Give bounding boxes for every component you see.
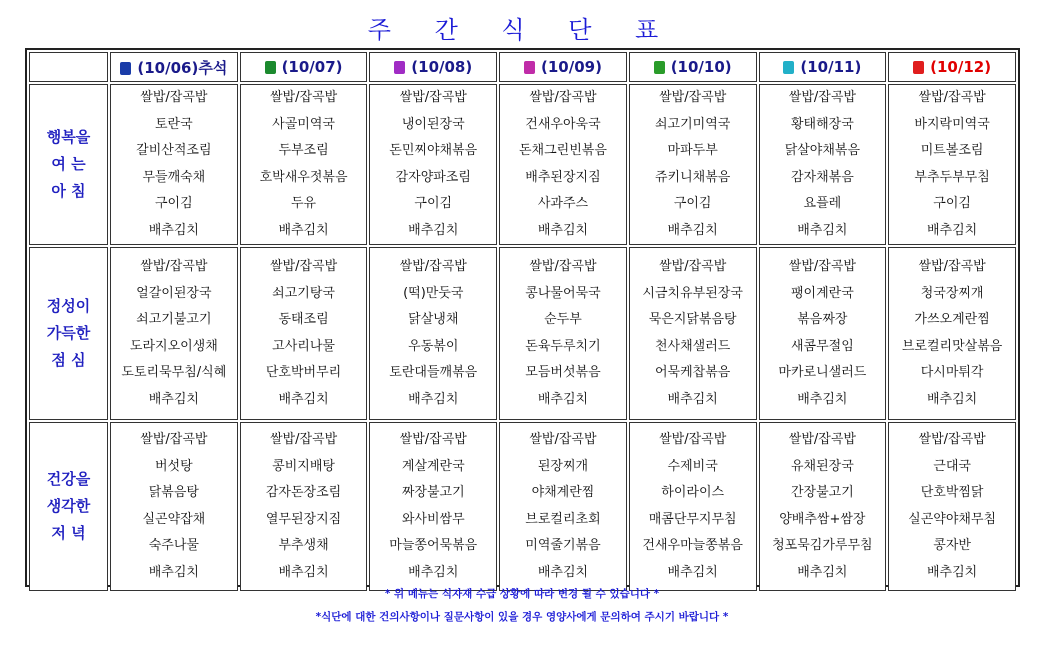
menu-item: 콩자반 [933,538,971,553]
day-header-label: (10/12) [930,58,992,76]
menu-item: 묵은지닭볶음탕 [648,312,737,327]
menu-item: 시금치유부된장국 [642,285,743,301]
menu-item: 쌀밥/잡곡밥 [140,432,208,447]
meal-label [29,84,108,245]
menu-cell [759,84,887,245]
day-header [499,52,627,82]
menu-item: 배추김치 [797,222,848,238]
menu-item: 쌀밥/잡곡밥 [788,432,856,447]
menu-cell [629,247,757,420]
menu-item: 배추김치 [148,564,199,580]
menu-item: 건새우아욱국 [525,116,601,132]
menu-item: 배추김치 [148,222,199,238]
meal-label-line: 아 침 [51,182,86,200]
menu-item: 간장불고기 [790,485,854,500]
menu-item: 닭볶음탕 [148,485,199,500]
meal-label-line: 행복을 [46,128,91,146]
menu-item: 콩나물어묵국 [525,285,601,301]
menu-item: 부추두부무침 [914,169,990,185]
menu-item: 쌀밥/잡곡밥 [659,90,727,105]
menu-item: 쌀밥/잡곡밥 [140,259,208,274]
menu-item: 쌀밥/잡곡밥 [529,259,597,274]
meal-label-line: 정성이 [46,297,91,315]
menu-item: 양배추쌈+쌈장 [779,511,866,527]
menu-item: 구이김 [155,196,193,211]
menu-cell [888,84,1016,245]
menu-item: 배추김치 [537,222,589,238]
menu-item: 배추김치 [278,391,329,407]
menu-item: 팽이계란국 [790,285,854,301]
menu-item: 배추김치 [278,222,329,238]
menu-item: 수제비국 [667,458,718,474]
menu-item: 황태해장국 [790,116,854,132]
leaf-icon [265,61,276,74]
day-header-label: (10/11) [800,58,862,76]
menu-item: 쌀밥/잡곡밥 [269,432,338,447]
menu-item: 토란대들깨볶음 [389,365,478,380]
menu-item: 순두부 [544,312,582,327]
menu-item: 청국장찌개 [920,285,984,301]
menu-item: 계살계란국 [401,458,465,474]
menu-item: 냉이된장국 [401,116,465,132]
day-header [110,52,238,82]
menu-item: 쌀밥/잡곡밥 [659,259,727,274]
day-header-label: (10/09) [540,58,602,76]
day-header-label: (10/08) [411,58,473,76]
meal-label-line: 저 녁 [51,524,86,542]
menu-cell [499,84,627,245]
flag-icon [120,62,131,75]
menu-item: 쌀밥/잡곡밥 [399,432,467,447]
menu-item: 단호박버무리 [265,365,342,380]
menu-item: 와사비쌈무 [401,511,465,527]
menu-item: 브로컬리맛살볶음 [901,338,1003,354]
menu-item: 돈채그린빈볶음 [519,143,607,158]
meal-label-line: 가득한 [46,324,91,342]
menu-item: 쇠고기탕국 [272,285,335,301]
menu-item: 쌀밥/잡곡밥 [529,432,597,447]
bookmark-icon [524,61,535,74]
day-header-label: (10/10) [670,58,732,76]
menu-cell [110,247,238,420]
menu-item: 구이김 [414,196,453,211]
meal-label [29,422,108,591]
day-header-label: (10/07) [281,58,343,76]
menu-cell [499,247,627,420]
heart-icon [913,61,924,74]
menu-item: 쌀밥/잡곡밥 [788,259,856,274]
meal-row [29,422,1016,591]
menu-item: 열무된장지짐 [265,511,342,527]
menu-item: 배추김치 [797,391,848,407]
meal-label-line: 점 심 [51,351,86,369]
menu-cell [629,422,757,591]
menu-cell [240,247,368,420]
meal-row [29,84,1016,245]
menu-item: 돈민찌야채볶음 [389,143,478,158]
menu-item: 배추김치 [926,564,978,580]
menu-cell [499,422,627,591]
menu-item: 마파두부 [667,143,718,158]
header-row [29,52,1016,82]
meal-label-line: 생각한 [46,497,91,515]
menu-item: 어묵케찹볶음 [654,365,731,380]
menu-item: 쇠고기미역국 [654,116,731,132]
menu-item: 사과주스 [537,196,589,211]
menu-item: 미트볼조림 [920,143,984,158]
menu-item: 닭살야채볶음 [784,143,861,158]
menu-item: 돈육두루치기 [525,338,601,354]
menu-item: 요플레 [803,196,842,211]
menu-item: 배추김치 [926,391,978,407]
page-title: 주 간 식 단 표 [367,16,677,44]
menu-item: 청포묵김가루무침 [772,538,873,553]
menu-item: 실곤약야채무침 [908,511,997,527]
menu-cell [759,422,887,591]
menu-item: 도라지오이생채 [129,338,218,354]
menu-item: 갈비산적조림 [136,143,212,158]
menu-item: 배추김치 [148,391,199,407]
menu-item: 매콤단무지무침 [648,511,737,527]
menu-item: 야채계란찜 [531,485,595,500]
tree-icon [394,61,405,74]
menu-item: 볶음짜장 [797,312,848,327]
weekly-menu-table [27,50,1018,593]
menu-item: 마늘쫑어묵볶음 [389,538,478,553]
day-header-label: (10/06)추석 [137,58,228,77]
menu-cell [629,84,757,245]
menu-item: 마카로니샐러드 [778,365,867,380]
menu-item: 바지락미역국 [914,116,990,132]
menu-item: 배추김치 [537,391,589,407]
corner-cell [29,52,108,82]
menu-item: 호박새우젓볶음 [259,169,348,185]
day-header [369,52,497,82]
menu-item: 된장찌개 [537,458,589,474]
menu-cell [888,422,1016,591]
menu-item: 토란국 [155,116,193,132]
menu-item: 배추김치 [408,564,459,580]
menu-item: 감자채볶음 [790,169,854,185]
menu-cell [240,84,368,245]
menu-cell [369,422,497,591]
menu-item: 배추김치 [667,222,718,238]
menu-item: 모듬버섯볶음 [525,365,601,380]
menu-item: 구이김 [933,196,971,211]
menu-item: 근대국 [933,458,971,474]
menu-item: 쌀밥/잡곡밥 [140,90,208,105]
menu-item: 부추생채 [278,538,329,553]
menu-item: 쌀밥/잡곡밥 [918,259,986,274]
menu-item: 배추김치 [278,564,329,580]
menu-item: 배추김치 [408,391,459,407]
meal-label-line: 여 는 [51,155,86,173]
menu-item: 쌀밥/잡곡밥 [399,90,467,105]
meal-label-line: 건강을 [46,470,91,488]
menu-item: 배추김치 [667,564,718,580]
menu-item: 도토리묵무침/식혜 [121,365,227,380]
menu-cell [369,247,497,420]
menu-item: 무들깨숙채 [142,169,206,185]
menu-item: 구이김 [673,196,712,211]
day-header [888,52,1016,82]
menu-item: 브로컬리초회 [525,511,601,527]
menu-item: 천사채샐러드 [654,338,731,354]
tag-icon [783,61,794,74]
menu-item: 쌀밥/잡곡밥 [918,432,986,447]
menu-item: 배추김치 [537,564,589,580]
menu-item: 사골미역국 [272,116,335,132]
menu-cell [369,84,497,245]
day-header [629,52,757,82]
menu-item: 쇠고기불고기 [136,312,212,327]
menu-item: 짜장불고기 [401,485,465,500]
menu-item: 우동볶이 [408,338,459,354]
menu-cell [888,247,1016,420]
menu-cell [759,247,887,420]
menu-item: 숙주나물 [148,538,199,553]
menu-item: 두부조림 [278,143,329,158]
note-menu-change: * 위 메뉴는 식자재 수급 상황에 따라 변경 될 수 있습니다 * [384,588,660,600]
menu-cell [240,422,368,591]
menu-cell [110,84,238,245]
menu-item: 실곤약잡채 [142,511,206,527]
menu-item: 콩비지배탕 [272,458,335,474]
menu-cell [110,422,238,591]
menu-item: 하이라이스 [661,485,725,500]
menu-item: 고사리나물 [272,338,335,354]
menu-item: 배추김치 [408,222,459,238]
menu-item: 쌀밥/잡곡밥 [399,259,467,274]
menu-item: 배추김치 [926,222,978,238]
menu-item: (떡)만둣국 [403,285,464,301]
menu-item: 건새우마늘쫑볶음 [642,538,743,553]
day-header [240,52,368,82]
menu-item: 다시마튀각 [920,365,984,380]
menu-item: 쌀밥/잡곡밥 [269,90,338,105]
menu-item: 동태조림 [278,312,329,327]
meal-label [29,247,108,420]
menu-item: 쌀밥/잡곡밥 [269,259,338,274]
day-header [759,52,887,82]
menu-item: 배추김치 [797,564,848,580]
menu-item: 쌀밥/잡곡밥 [918,90,986,105]
menu-item: 배추된장지짐 [525,169,601,185]
note-inquiry: *식단에 대한 건의사항이나 질문사항이 있을 경우 영양사에게 문의하여 주시기 바랍니다 * [315,611,729,623]
menu-item: 두유 [290,196,317,211]
menu-item: 얼갈이된장국 [136,285,212,301]
menu-item: 쌀밥/잡곡밥 [659,432,727,447]
menu-item: 미역줄기볶음 [525,538,601,553]
menu-item: 감자양파조림 [395,169,471,185]
menu-item: 새콤무절임 [790,338,854,354]
menu-item: 쌀밥/잡곡밥 [788,90,856,105]
calendar-icon [654,61,665,74]
menu-item: 유채된장국 [790,458,854,474]
menu-item: 단호박찜닭 [920,485,984,500]
menu-item: 닭살냉채 [408,312,459,327]
menu-item: 가쓰오계란찜 [914,312,990,327]
menu-item: 배추김치 [667,391,718,407]
menu-item: 감자돈장조림 [265,485,342,500]
menu-item: 쌀밥/잡곡밥 [529,90,597,105]
menu-item: 쥬키니채볶음 [654,169,731,185]
menu-item: 버섯탕 [155,458,193,474]
meal-row [29,247,1016,420]
